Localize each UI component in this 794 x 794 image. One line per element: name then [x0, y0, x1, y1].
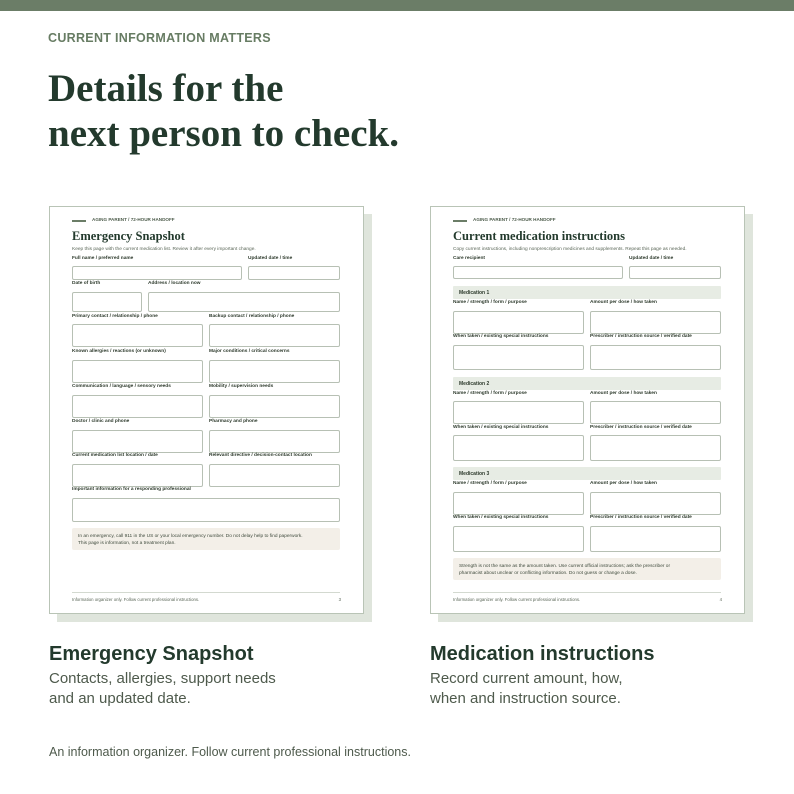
medication-2-heading — [453, 377, 721, 390]
medication-note — [453, 558, 721, 580]
field-label-communication: Communication / language / sensory needs — [72, 384, 171, 389]
mobility-field[interactable] — [209, 395, 340, 418]
field-label-updated: Updated date / time — [248, 256, 293, 261]
med3-when-field[interactable] — [453, 526, 584, 552]
pharmacy-field[interactable] — [209, 430, 340, 453]
field-label-dob: Date of birth — [72, 281, 101, 286]
med-list-location-field[interactable] — [72, 464, 203, 487]
caption-body-left — [49, 669, 276, 709]
top-accent-bar — [0, 0, 794, 11]
field-label-allergies: Known allergies / reactions (or unknown) — [72, 349, 166, 354]
note-line-1: In an emergency, call 911 in the US or your local emergency number. Do not delay help to find paperwork. — [78, 534, 303, 539]
med3-amount-field[interactable] — [590, 492, 721, 515]
note-line-1: Strength is not the same as the amount taken. Use current official instructions; ask the prescriber or — [459, 564, 671, 569]
page-headline — [48, 66, 748, 156]
allergies-field[interactable] — [72, 360, 203, 383]
field-label-conditions: Major conditions / critical concerns — [209, 349, 290, 354]
page-number: 3 — [338, 597, 341, 602]
med3-prescriber-field[interactable] — [590, 526, 721, 552]
note-line-2: pharmacist about unclear or conflicting information. Do not guess or change a dose. — [459, 571, 637, 576]
caption-right-line-1: Record current amount, how, — [430, 670, 623, 687]
sheet-title: Current medication instructions — [453, 229, 625, 243]
headline-line-1: Details for the — [48, 67, 284, 110]
med3-name-field[interactable] — [453, 492, 584, 515]
emergency-sheet-preview — [49, 206, 364, 614]
med1-name-field[interactable] — [453, 311, 584, 334]
medication-3-heading-text: Medication 3 — [459, 470, 490, 477]
field-label-med2-when: When taken / existing special instructions — [453, 425, 549, 430]
caption-body-right — [430, 669, 623, 709]
caption-right-line-2: when and instruction source. — [430, 690, 621, 707]
sheet-footer: Information organizer only. Follow current professional instructions. — [453, 597, 581, 602]
field-label-med3-amount: Amount per dose / how taken — [590, 481, 657, 486]
field-label-primary-contact: Primary contact / relationship / phone — [72, 314, 158, 319]
field-label-med3-when: When taken / existing special instructions — [453, 515, 549, 520]
eyebrow-label: CURRENT INFORMATION MATTERS — [48, 31, 271, 45]
caption-title-right: Medication instructions — [430, 643, 655, 665]
primary-contact-field[interactable] — [72, 324, 203, 347]
caption-title-left: Emergency Snapshot — [49, 643, 254, 665]
sheet-kicker: AGING PARENT / 72-HOUR HANDOFF — [473, 217, 556, 222]
field-label-mobility: Mobility / supervision needs — [209, 384, 274, 389]
full-name-field[interactable] — [72, 266, 242, 280]
medication-1-heading — [453, 286, 721, 299]
caption-left-line-2: and an updated date. — [49, 690, 191, 707]
kicker-bar — [72, 220, 86, 222]
field-label-address: Address / location now — [148, 281, 201, 286]
footer-rule — [72, 592, 340, 593]
sheet-subtitle: Copy current instructions, including nonprescription medicines and supplements. Repeat this page as needed. — [453, 247, 687, 252]
bottom-disclaimer: An information organizer. Follow current professional instructions. — [49, 745, 411, 759]
updated-field[interactable] — [248, 266, 340, 280]
med1-when-field[interactable] — [453, 345, 584, 370]
important-info-field[interactable] — [72, 498, 340, 522]
doctor-field[interactable] — [72, 430, 203, 453]
field-label-pharmacy: Pharmacy and phone — [209, 419, 258, 424]
headline-line-2: next person to check. — [48, 112, 399, 155]
field-label-doctor: Doctor / clinic and phone — [72, 419, 130, 424]
care-recipient-field[interactable] — [453, 266, 623, 279]
field-label-full-name: Full name / preferred name — [72, 256, 134, 261]
field-label-med2-prescriber: Prescriber / instruction source / verified date — [590, 425, 692, 430]
footer-rule — [453, 592, 721, 593]
field-label-directive: Relevant directive / decision-contact location — [209, 453, 312, 458]
field-label-med1-name: Name / strength / form / purpose — [453, 300, 527, 305]
med1-prescriber-field[interactable] — [590, 345, 721, 370]
kicker-bar — [453, 220, 467, 222]
conditions-field[interactable] — [209, 360, 340, 383]
emergency-sheet — [49, 206, 364, 614]
medication-sheet-preview — [430, 206, 745, 614]
med1-amount-field[interactable] — [590, 311, 721, 334]
med2-name-field[interactable] — [453, 401, 584, 424]
medication-1-heading-text: Medication 1 — [459, 289, 490, 296]
field-label-important-info: Important information for a responding professional — [72, 487, 191, 492]
field-label-med1-when: When taken / existing special instructions — [453, 334, 549, 339]
field-label-med2-name: Name / strength / form / purpose — [453, 391, 527, 396]
med2-prescriber-field[interactable] — [590, 435, 721, 461]
field-label-care-recipient: Care recipient — [453, 256, 485, 261]
medication-2-heading-text: Medication 2 — [459, 380, 490, 387]
emergency-note — [72, 528, 340, 550]
page-number: 4 — [719, 597, 722, 602]
field-label-backup-contact: Backup contact / relationship / phone — [209, 314, 295, 319]
note-line-2: This page is information, not a treatment plan. — [78, 541, 176, 546]
field-label-med2-amount: Amount per dose / how taken — [590, 391, 657, 396]
field-label-med1-amount: Amount per dose / how taken — [590, 300, 657, 305]
medication-3-heading — [453, 467, 721, 480]
field-label-med3-prescriber: Prescriber / instruction source / verified date — [590, 515, 692, 520]
sheet-kicker: AGING PARENT / 72-HOUR HANDOFF — [92, 217, 175, 222]
sheet-footer: Information organizer only. Follow current professional instructions. — [72, 597, 200, 602]
sheet-subtitle: Keep this page with the current medication list. Review it after every important change. — [72, 247, 256, 252]
backup-contact-field[interactable] — [209, 324, 340, 347]
updated-field[interactable] — [629, 266, 721, 279]
field-label-med1-prescriber: Prescriber / instruction source / verified date — [590, 334, 692, 339]
field-label-med3-name: Name / strength / form / purpose — [453, 481, 527, 486]
med2-when-field[interactable] — [453, 435, 584, 461]
caption-left-line-1: Contacts, allergies, support needs — [49, 670, 276, 687]
sheet-title: Emergency Snapshot — [72, 229, 185, 243]
med2-amount-field[interactable] — [590, 401, 721, 424]
field-label-med-list-location: Current medication list location / date — [72, 453, 158, 458]
dob-field[interactable] — [72, 292, 142, 312]
address-field[interactable] — [148, 292, 340, 312]
medication-sheet — [430, 206, 745, 614]
directive-field[interactable] — [209, 464, 340, 487]
field-label-updated: Updated date / time — [629, 256, 674, 261]
communication-field[interactable] — [72, 395, 203, 418]
